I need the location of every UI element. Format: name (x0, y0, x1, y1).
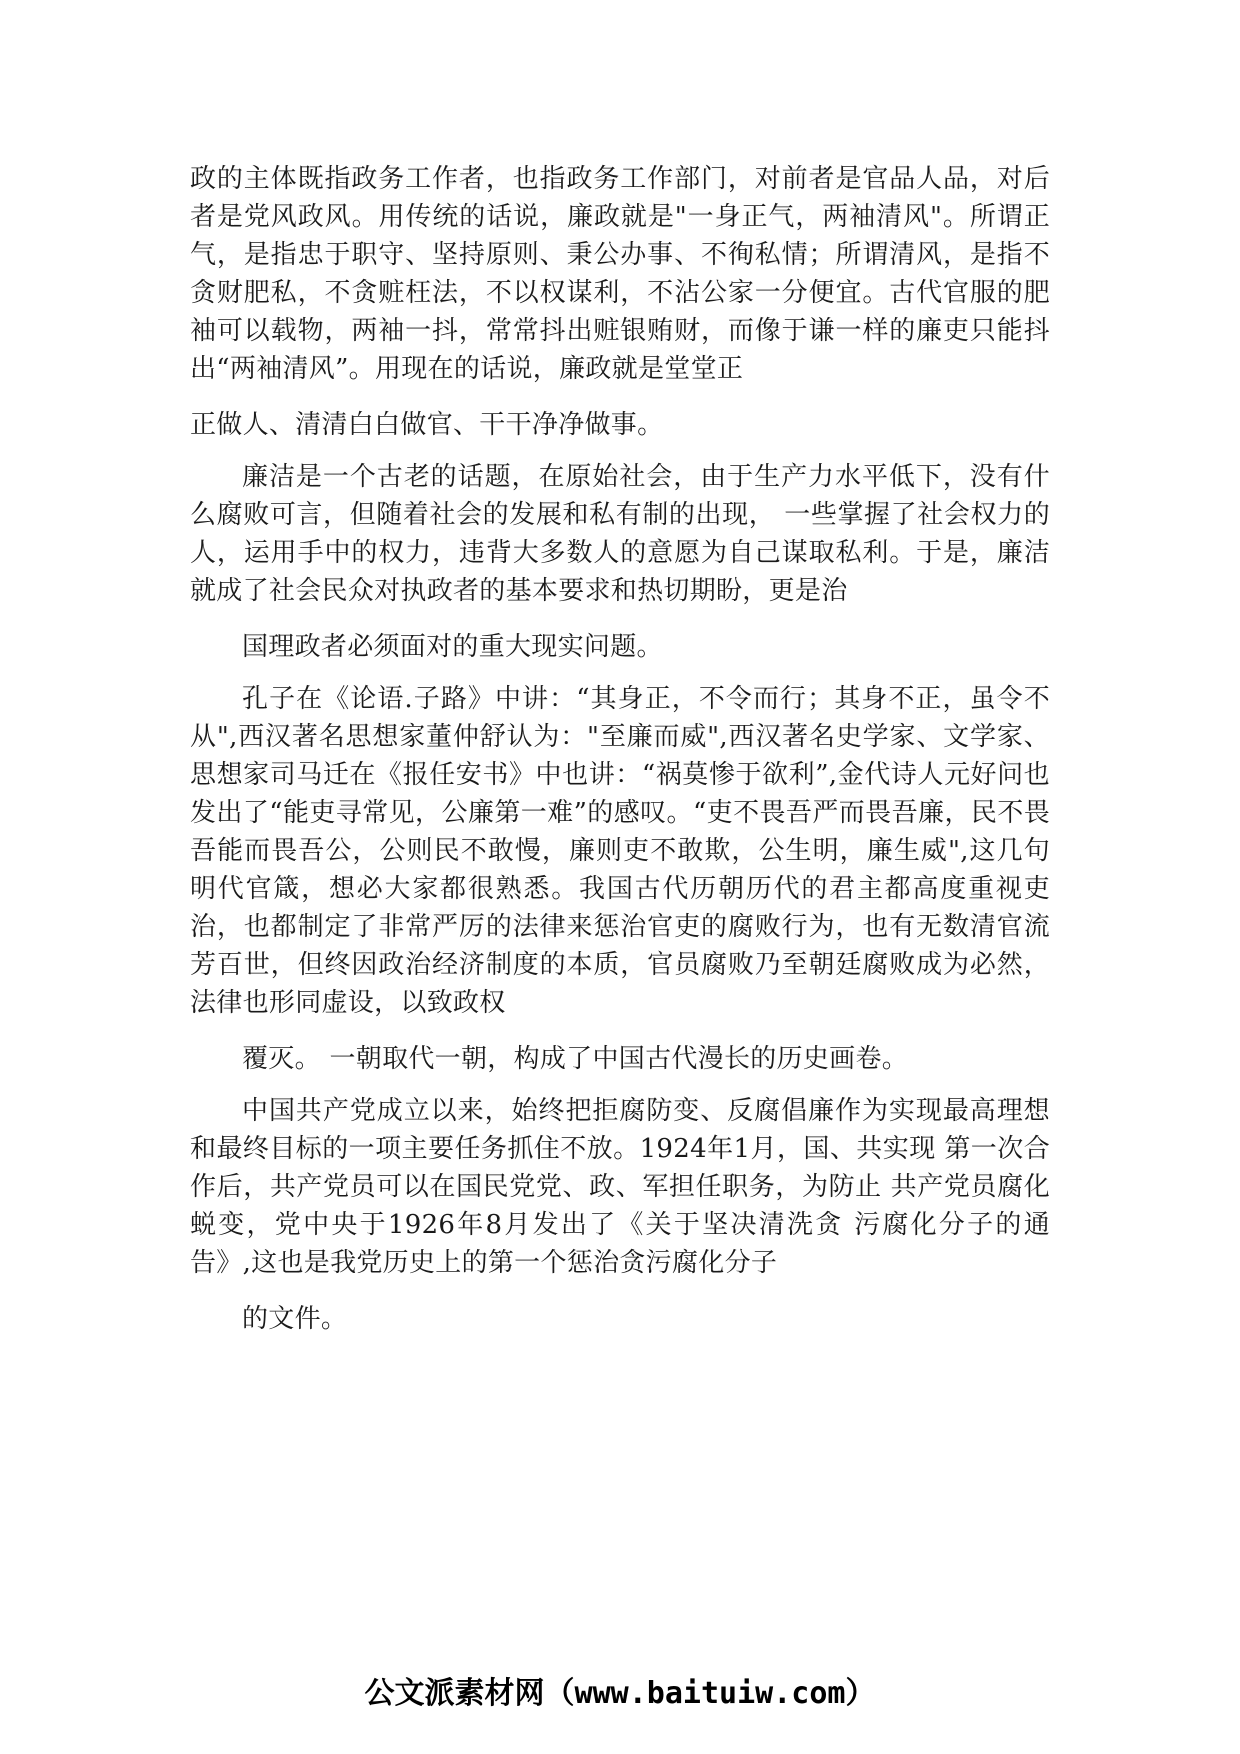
paragraph-2-text: 廉洁是一个古老的话题，在原始社会，由于生产力水平低下，没有什么腐败可言，但随着社会的发展和私有制的出现， 一些掌握了社会权力的人，运用手中的权力，违背大多数人的意愿为自己谋取私利。于是，廉洁就成了社会民众对执政者的基本要求和热切期盼，更是治 (190, 462, 1050, 606)
document-body (190, 160, 1050, 1338)
paragraph-3-last-line: 覆灭。 一朝取代一朝，构成了中国古代漫长的历史画卷。 (242, 1044, 909, 1074)
paragraph-3-text: 孔子在《论语.子路》中讲：“其身正，不令而行；其身不正，虽令不从",西汉著名思想家董仲舒认为："至廉而威",西汉著名史学家、文学家、思想家司马迁在《报任安书》中也讲：“祸莫惨于欲利”,金代诗人元好问也发出了“能吏寻常见，公廉第一难”的感叹。“吏不畏吾严而畏吾廉，民不畏吾能而畏吾公，公则民不敢慢，廉则吏不敢欺，公生明，廉生威",这几句明代官箴，想必大家都很熟悉。我国古代历朝历代的君主都高度重视吏治，也都制定了非常严厉的法律来惩治官吏的腐败行为，也有无数清官流芳百世，但终因政治经济制度的本质，官员腐败乃至朝廷腐败成为必然，法律也形同虚设，以致政权 (190, 684, 1050, 1018)
page-footer: 公文派素材网（www.baituiw.com） (364, 1676, 876, 1711)
paragraph-1-last-line: 正做人、清清白白做官、干干净净做事。 (190, 410, 664, 440)
paragraph-4-text: 中国共产党成立以来，始终把拒腐防变、反腐倡廉作为实现最高理想和最终目标的一项主要任务抓住不放。1924年1月，国、共实现 第一次合作后，共产党员可以在国民党党、政、军担任职务，为防止 共产党员腐化蜕变，党中央于1926年8月发出了《关于坚决清洗贪 污腐化分子的通告》,这也是我党历史上的第一个惩治贪污腐化分子 (190, 1096, 1050, 1278)
paragraph-1-text: 政的主体既指政务工作者，也指政务工作部门，对前者是官品人品，对后者是党风政风。用传统的话说，廉政就是"一身正气，两袖清风"。所谓正气，是指忠于职守、坚持原则、秉公办事、不徇私情；所谓清风，是指不贪财肥私，不贪赃枉法，不以权谋利，不沾公家一分便宜。古代官服的肥袖可以载物，两袖一抖，常常抖出赃银贿财，而像于谦一样的廉吏只能抖出“两袖清风”。用现在的话说，廉政就是堂堂正 (190, 164, 1050, 384)
paragraph-4 (190, 1092, 1050, 1338)
paragraph-2-last-line: 国理政者必须面对的重大现实问题。 (242, 632, 663, 662)
paragraph-1 (190, 160, 1050, 444)
paragraph-4-last-line: 的文件。 (242, 1304, 348, 1334)
paragraph-3 (190, 680, 1050, 1078)
paragraph-2 (190, 458, 1050, 666)
